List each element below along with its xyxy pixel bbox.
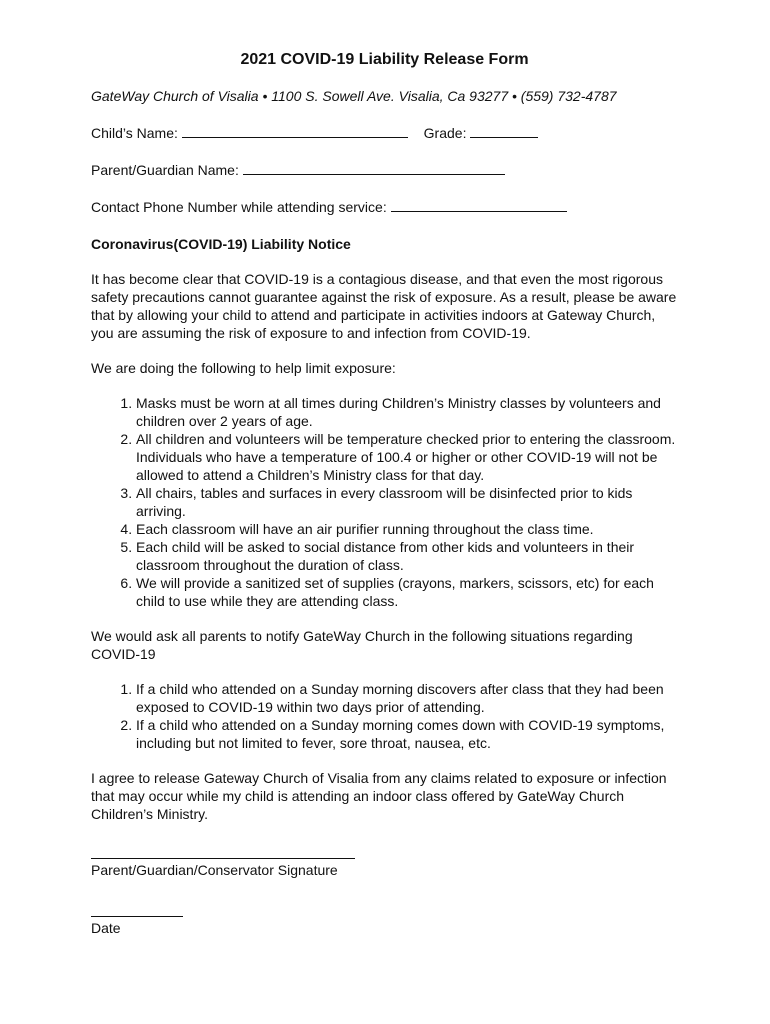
child-name-field: [91, 123, 680, 142]
parent-name-field: [91, 160, 680, 179]
signature-label: Parent/Guardian/Conservator Signature: [91, 862, 338, 878]
signature-line[interactable]: [91, 857, 355, 859]
contact-phone-label: Contact Phone Number while attending service:: [91, 199, 387, 215]
grade-blank[interactable]: [470, 123, 538, 138]
contact-phone-blank[interactable]: [391, 197, 567, 212]
contact-phone-field: [91, 197, 680, 216]
notify-list: [91, 680, 680, 752]
list-item: 2. If a child who attended on a Sunday morning comes down with COVID-19 symptoms, including but not limited to fever, sore throat, nausea, etc.: [136, 716, 680, 752]
measures-intro: We are doing the following to help limit exposure:: [91, 360, 396, 376]
list-item: 2. All children and volunteers will be temperature checked prior to entering the classroom. Individuals who have a temperature of 100.4 or higher or other COVID-19 will not be allowed to attend a Children’s Ministry class for that day.: [136, 430, 680, 484]
grade-label: Grade:: [423, 125, 467, 141]
child-name-blank[interactable]: [182, 123, 408, 138]
parent-name-label: Parent/Guardian Name:: [91, 162, 239, 178]
form-title: 2021 COVID-19 Liability Release Form: [240, 51, 529, 68]
parent-name-blank[interactable]: [243, 160, 505, 175]
measures-list: [91, 394, 680, 610]
signature-block: [91, 857, 680, 879]
list-item: 1. If a child who attended on a Sunday morning discovers after class that they had been exposed to COVID-19 within two days prior of attending.: [136, 680, 680, 716]
list-item: 6. We will provide a sanitized set of supplies (crayons, markers, scissors, etc) for each child to use while they are attending class.: [136, 574, 680, 610]
list-item: 1. Masks must be worn at all times during Children’s Ministry classes by volunteers and children over 2 years of age.: [136, 394, 680, 430]
date-line[interactable]: [91, 915, 183, 917]
date-block: [91, 915, 680, 937]
date-label: Date: [91, 920, 121, 936]
list-item: 4. Each classroom will have an air purifier running throughout the class time.: [136, 520, 680, 538]
list-item: 3. All chairs, tables and surfaces in every classroom will be disinfected prior to kids arriving.: [136, 484, 680, 520]
agreement-text: I agree to release Gateway Church of Visalia from any claims related to exposure or infection that may occur while my child is attending an indoor class offered by GateWay Church Children’s Ministry.: [91, 770, 667, 822]
notify-intro: We would ask all parents to notify GateWay Church in the following situations regarding COVID-19: [91, 628, 633, 662]
notice-heading: Coronavirus(COVID-19) Liability Notice: [91, 236, 351, 252]
notice-intro: It has become clear that COVID-19 is a contagious disease, and that even the most rigorous safety precautions cannot guarantee against the risk of exposure. As a result, please be aware that by allowing your child to attend and participate in activities indoors at Gateway Church, you are assuming the risk of exposure to and infection from COVID-19.: [91, 271, 677, 341]
church-info: GateWay Church of Visalia • 1100 S. Sowell Ave. Visalia, Ca 93277 • (559) 732-4787: [91, 88, 617, 104]
child-name-label: Child’s Name:: [91, 125, 178, 141]
list-item: 5. Each child will be asked to social distance from other kids and volunteers in their classroom throughout the duration of class.: [136, 538, 680, 574]
